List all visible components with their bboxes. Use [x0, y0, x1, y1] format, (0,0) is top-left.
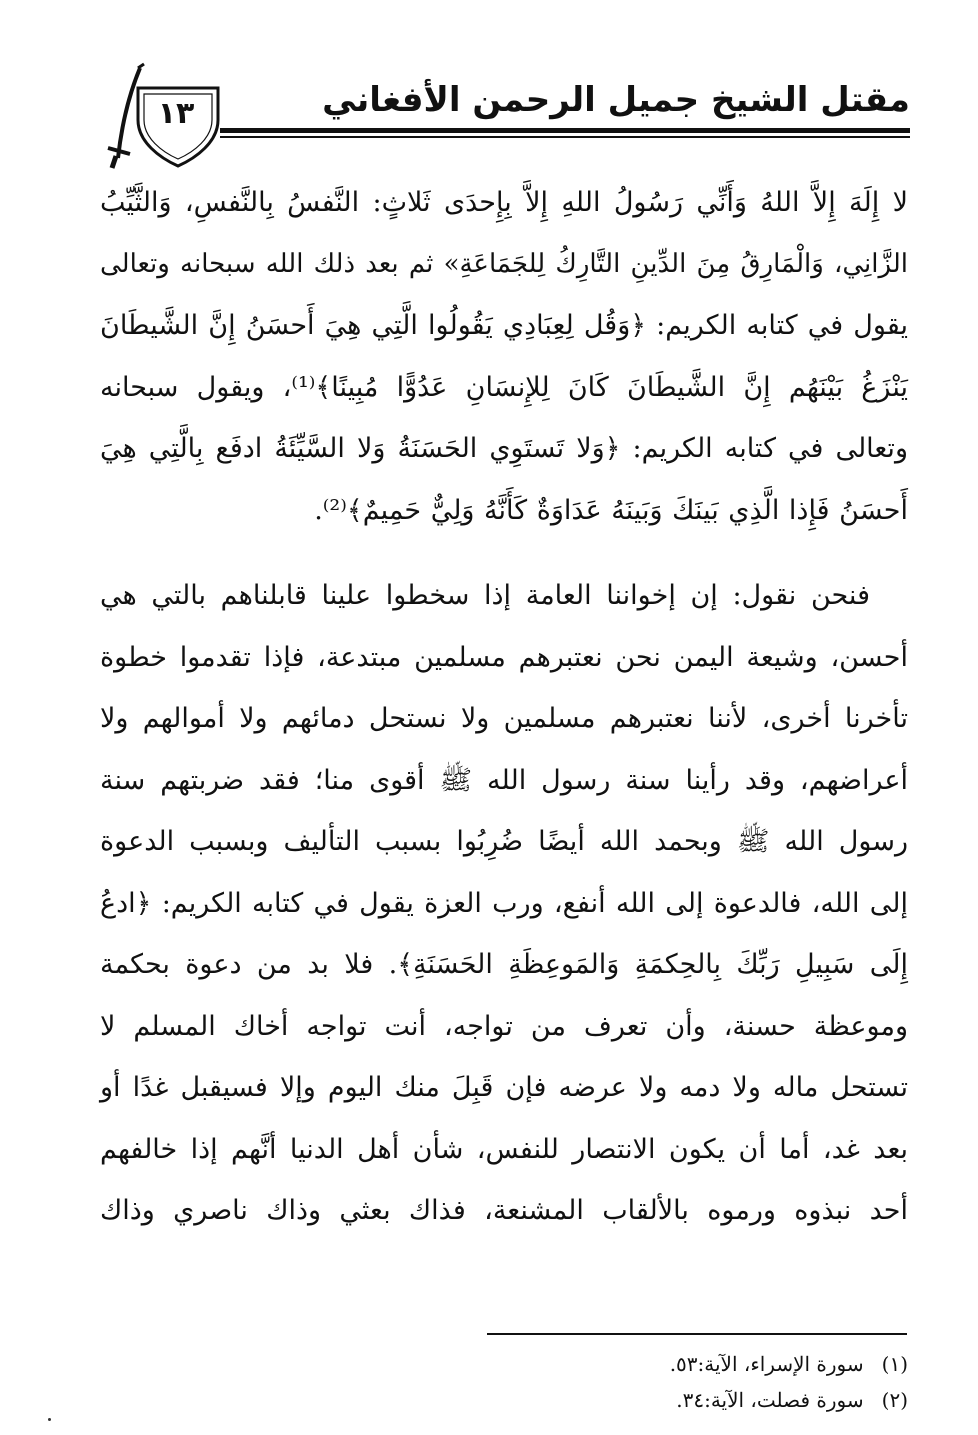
text-line: الزَّانِي، وَالْمَارِقُ مِنَ الدِّينِ التَّارِكُ لِلجَمَاعَةِ» ثم بعد ذلك الله سبحانه وتعالى: [100, 248, 908, 279]
book-title: مقتل الشيخ جميل الرحمن الأفغاني: [322, 80, 910, 120]
text-line: أحد نبذوه ورموه بالألقاب المشنعة، فذاك بعثي وذاك ناصري وذاك: [100, 1195, 908, 1226]
footnotes: [308, 1346, 908, 1418]
text-line: وتعالى في كتابه الكريم: ﴿وَلا تَستَوِي الحَسَنَةُ وَلا السَّيِّئَةُ ادفَع بِالَّتِي هِيَ: [100, 433, 908, 464]
text-line: بعد غد، أما أن يكون الانتصار للنفس، شأن أهل الدنيا أنَّهم إذا خالفهم: [100, 1133, 908, 1165]
page-header: [100, 62, 910, 172]
text-line: رسول الله ﷺ وبحمد الله أيضًا ضُرِبُوا بسبب التأليف وبسبب الدعوة: [100, 826, 908, 857]
body-text: [100, 172, 908, 1242]
footnote: [308, 1382, 908, 1418]
header-rule-thin: [220, 136, 910, 138]
footnote-text: سورة فصلت، الآية:٣٤.: [676, 1388, 864, 1412]
header-rule-thick: [220, 128, 910, 133]
text-line: فنحن نقول: إن إخواننا العامة إذا سخطوا علينا قابلناهم بالتي هي: [100, 580, 870, 611]
text-line: إلى الله، فالدعوة إلى الله أنفع، ورب العزة يقول في كتابه الكريم: ﴿ادعُ: [100, 887, 908, 919]
paragraph-gap: [100, 541, 908, 565]
footnote-number: (١): [881, 1352, 908, 1376]
paragraph: [100, 565, 908, 1242]
text-line: لا إِلَهَ إِلاَّ اللهُ وَأَنِّي رَسُولُ اللهِ إِلاَّ بِإِحدَى ثَلاثٍ: النَّفسُ بِالنَّفسِ، وَالثَّيِّبُ: [100, 187, 908, 218]
page-number: ١٣: [157, 96, 195, 131]
scan-speck: [48, 1418, 51, 1421]
text-line: تأخرنا أخرى، لأننا نعتبرهم مسلمين ولا نستحل دمائهم ولا أموالهم ولا: [100, 703, 908, 734]
text-line: أعراضهم، وقد رأينا سنة رسول الله ﷺ أقوى منا؛ فقد ضربتهم سنة: [100, 764, 908, 796]
text-line: يَنْزَغُ بَيْنَهُم إِنَّ الشَّيطَانَ كَانَ لِلإِنسَانِ عَدُوًّا مُبِينًا﴾⁽¹⁾، ويقول سبحانه: [100, 371, 908, 403]
text-line: يقول في كتابه الكريم: ﴿وَقُل لِعِبَادِي يَقُولُوا الَّتِي هِيَ أَحسَنُ إِنَّ الشَّيطَانَ: [100, 310, 908, 341]
text-line: وموعظة حسنة، وأن تعرف من تواجه، أنت تواجه أخاك المسلم لا: [100, 1010, 908, 1042]
text-line: إِلَى سَبِيلِ رَبِّكَ بِالحِكمَةِ وَالمَوعِظَةِ الحَسَنَةِ﴾. فلا بد من دعوة بحكمة: [100, 949, 908, 980]
footnote-number: (٢): [881, 1388, 908, 1412]
text-line: تستحل ماله ولا دمه ولا عرضه فإن قَبِلَ منك اليوم وإلا فسيقبل غدًا أو: [100, 1072, 908, 1103]
footnote-text: سورة الإسراء، الآية:٥٣.: [669, 1352, 864, 1376]
footnote-rule: [487, 1333, 907, 1335]
footnote: [308, 1346, 908, 1382]
text-line: أحسن، وشيعة اليمن نحن نعتبرهم مسلمين مبتدعة، فإذا تقدموا خطوة: [100, 641, 908, 673]
text-line: أَحسَنُ فَإِذا الَّذِي بَينَكَ وَبَينَهُ عَدَاوَةٌ كَأَنَّهُ وَلِيٌّ حَمِيمٌ﴾⁽²⁾.: [314, 494, 908, 526]
paragraph: [100, 172, 908, 541]
